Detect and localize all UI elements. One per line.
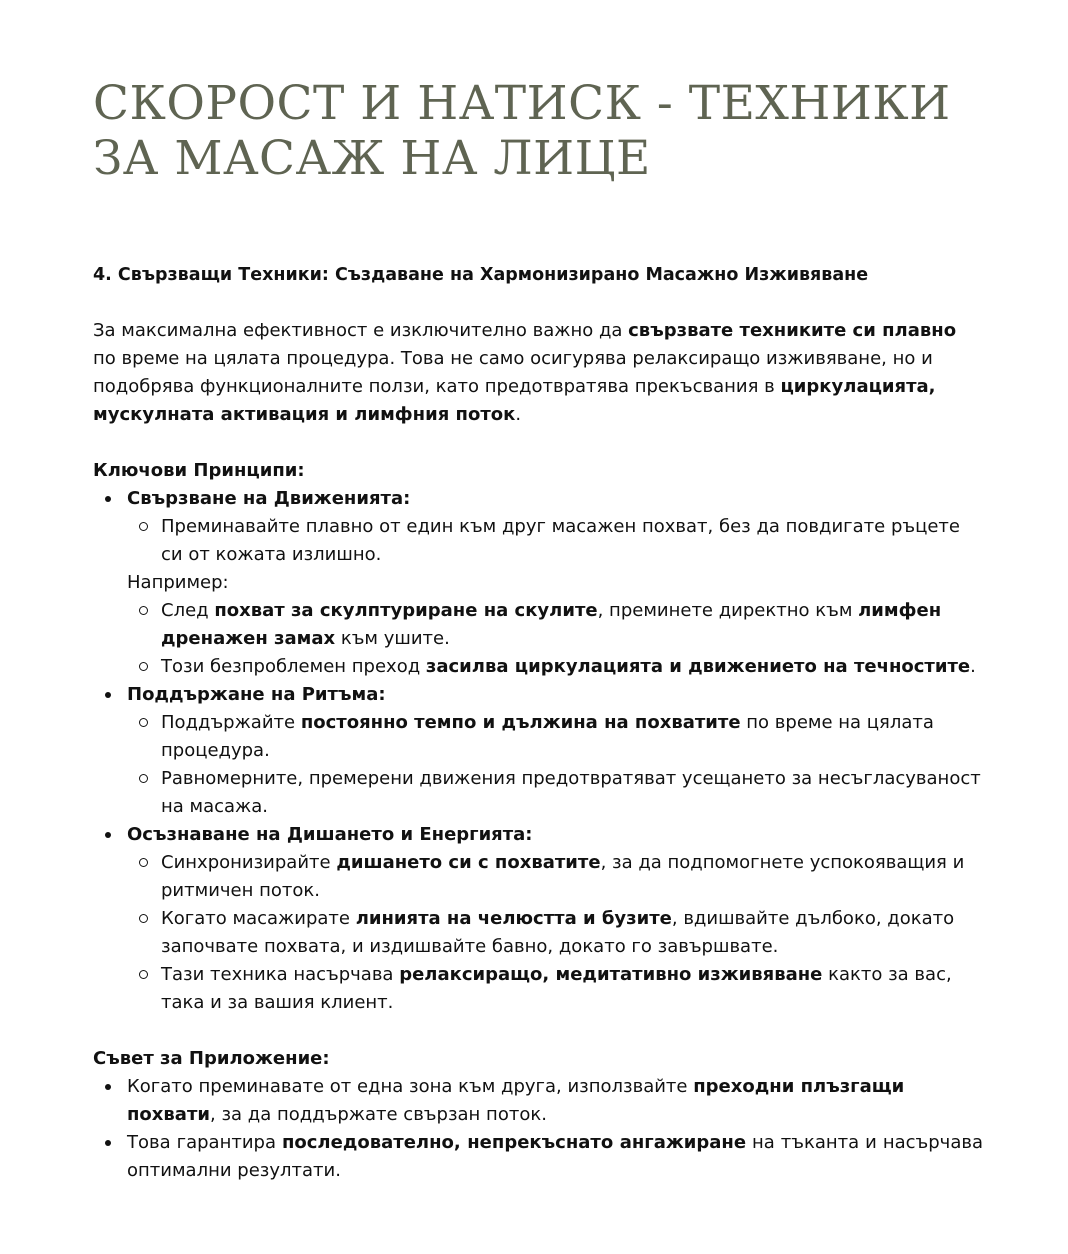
sub-item xyxy=(161,597,983,653)
sub-item-text: Преминавайте плавно от един към друг масажен похват, без да повдигате ръцете си от кожата излишно. xyxy=(161,516,960,565)
sub-item xyxy=(161,765,983,821)
tip-item xyxy=(127,1073,983,1129)
page-title: СКОРОСТ И НАТИСК - ТЕХНИКИ ЗА МАСАЖ НА ЛИЦЕ xyxy=(93,76,951,186)
tip-item-text: Това гарантира xyxy=(127,1132,282,1153)
sub-item-bold: релаксиращо, медитативно изживяване xyxy=(399,964,823,985)
example-sublist xyxy=(127,597,983,681)
intro-paragraph xyxy=(93,317,983,429)
tip-item xyxy=(127,1129,983,1185)
sub-item-text: , за да подпомогнете успокояващия и ритмичен поток. xyxy=(161,852,965,901)
principles-heading-text: Ключови Принципи: xyxy=(93,460,305,481)
principle-item xyxy=(127,681,983,821)
tip-item-text: Когато преминавате от една зона към друга, използвайте xyxy=(127,1076,694,1097)
sub-item-text: , преминете директно към xyxy=(597,600,859,621)
tip-heading xyxy=(93,1045,983,1073)
sub-item-text: Поддържайте xyxy=(161,712,301,733)
tip-list xyxy=(93,1073,983,1185)
principle-item xyxy=(127,821,983,1017)
sub-item xyxy=(161,653,983,681)
principle-item xyxy=(127,485,983,681)
sub-item-text: , вдишвайте дълбоко, докато започвате похвата, и издишвайте бавно, докато го завършвате. xyxy=(161,908,955,957)
sub-item-text: Тази техника насърчава xyxy=(161,964,400,985)
principle-sublist xyxy=(127,513,983,569)
sub-item-bold: линията на челюстта и бузите xyxy=(355,908,672,929)
sub-item-text: както за вас, така и за вашия клиент. xyxy=(161,964,952,1013)
sub-item-bold: постоянно темпо и дължина на похватите xyxy=(300,712,741,733)
principle-sublist xyxy=(127,709,983,821)
section-heading: 4. Свързващи Техники: Създаване на Хармонизирано Масажно Изживяване xyxy=(93,265,869,285)
tip-heading-text: Съвет за Приложение: xyxy=(93,1048,330,1069)
principles-heading xyxy=(93,457,983,485)
sub-item-text: по време на цялата процедура. xyxy=(161,712,934,761)
intro-bold-1: свързвате техниките си плавно xyxy=(628,320,957,341)
principle-sublist xyxy=(127,849,983,1017)
sub-item-text: Синхронизирайте xyxy=(161,852,337,873)
tip-item-text: , за да поддържате свързан поток. xyxy=(210,1104,547,1125)
example-label: Например: xyxy=(127,572,229,593)
sub-item-text: Този безпроблемен преход xyxy=(161,656,426,677)
tip-item-text: на тъканта и насърчава оптимални резултати. xyxy=(127,1132,983,1181)
sub-item xyxy=(161,961,983,1017)
sub-item-text: към ушите. xyxy=(335,628,450,649)
sub-item-text: . xyxy=(970,656,976,677)
sub-item-bold: дишането си с похватите xyxy=(336,852,601,873)
sub-item-bold: похват за скулптуриране на скулите xyxy=(214,600,598,621)
principle-title: Поддържане на Ритъма: xyxy=(127,684,386,705)
sub-item-text: Равномерните, премерени движения предотвратяват усещането за несъгласуваност на масажа. xyxy=(161,768,981,817)
sub-item xyxy=(161,513,983,569)
sub-item xyxy=(161,709,983,765)
intro-text-3: . xyxy=(515,404,522,425)
tip-item-bold: преходни плъзгащи похвати xyxy=(127,1076,905,1125)
sub-item-text: След xyxy=(161,600,215,621)
intro-text-2: по време на цялата процедура. Това не само осигурява релаксиращо изживяване, но и подобрява функционалните ползи, като предотвратява прекъсвания в xyxy=(93,348,933,397)
sub-item xyxy=(161,905,983,961)
sub-item-bold: засилва циркулацията и движението на течностите xyxy=(425,656,971,677)
sub-item-bold: лимфен дренажен замах xyxy=(161,600,942,649)
intro-bold-2: циркулацията, мускулната активация и лимфния поток xyxy=(93,376,936,425)
sub-item xyxy=(161,849,983,905)
tip-item-bold: последователно, непрекъснато ангажиране xyxy=(281,1132,747,1153)
principle-title: Осъзнаване на Дишането и Енергията: xyxy=(127,824,533,845)
principles-list xyxy=(93,485,983,1017)
document-body xyxy=(93,261,983,1185)
principle-title: Свързване на Движенията: xyxy=(127,488,411,509)
sub-item-text: Когато масажирате xyxy=(161,908,356,929)
intro-text-1: За максимална ефективност е изключително важно да xyxy=(93,320,629,341)
